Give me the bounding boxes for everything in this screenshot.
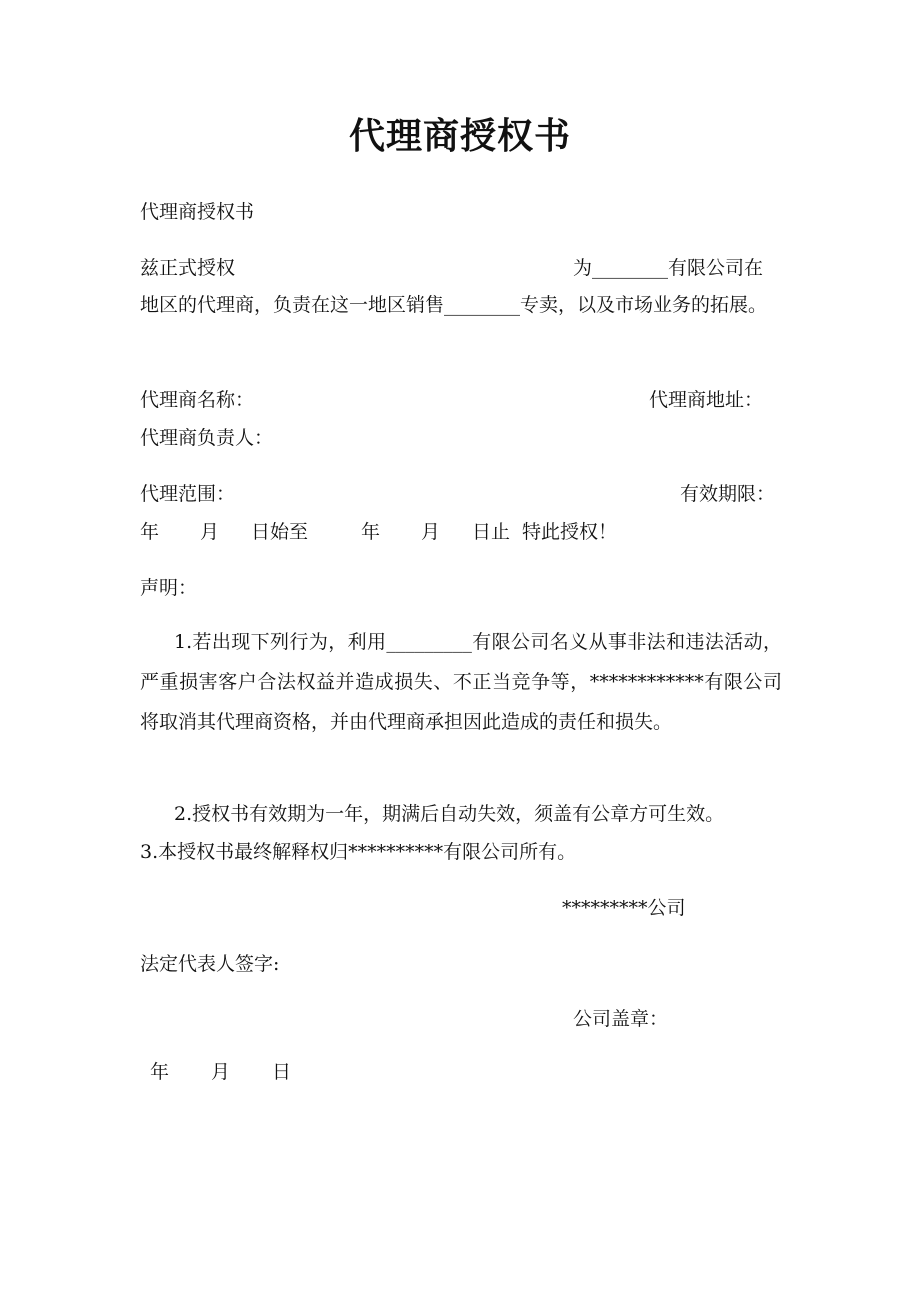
agent-leader-label: 代理商负责人： xyxy=(140,427,274,449)
date-day-end: 日止 xyxy=(472,521,511,543)
legal-rep-label: 法定代表人签字: xyxy=(140,953,280,975)
statement-label: 声明： xyxy=(140,577,198,599)
clause-3: 3.本授权书最终解释权归**********有限公司所有。 xyxy=(140,841,577,863)
clause-2: 2.授权书有效期为一年，期满后自动失效，须盖有公章方可生效。 xyxy=(174,803,725,825)
sign-year: 年 xyxy=(150,1061,170,1083)
authorize-prefix: 兹正式授权 xyxy=(140,257,236,279)
subtitle: 代理商授权书 xyxy=(140,201,255,223)
sign-day: 日 xyxy=(272,1061,292,1083)
date-day-start: 日始至 xyxy=(251,521,309,543)
agent-name-label: 代理商名称： xyxy=(140,389,255,411)
clause-1: 1.若出现下列行为，利用_________有限公司名义从事非法和违法活动，严重损害客户合法权益并造成损失、不正当竞争等，************有限公司将取消其代理商资格，并由代理商承担因此造成的责任和损失。 xyxy=(140,631,782,733)
date-month-2: 月 xyxy=(421,521,441,543)
document-title: 代理商授权书 xyxy=(348,115,571,157)
agent-address-label: 代理商地址： xyxy=(649,389,764,411)
company-seal-label: 公司盖章： xyxy=(573,1008,669,1030)
authorize-paragraph: 地区的代理商，负责在这一地区销售________专卖，以及市场业务的拓展。 xyxy=(140,294,768,316)
validity-label: 有效期限： xyxy=(680,483,776,505)
date-year-1: 年 xyxy=(140,521,160,543)
closing-phrase: 特此授权！ xyxy=(522,521,618,543)
sign-month: 月 xyxy=(211,1061,231,1083)
agent-scope-label: 代理范围： xyxy=(140,483,236,505)
date-year-2: 年 xyxy=(361,521,381,543)
date-month-1: 月 xyxy=(200,521,220,543)
authorize-suffix: 为________有限公司在 xyxy=(573,257,764,279)
company-sign: *********公司 xyxy=(562,897,686,919)
